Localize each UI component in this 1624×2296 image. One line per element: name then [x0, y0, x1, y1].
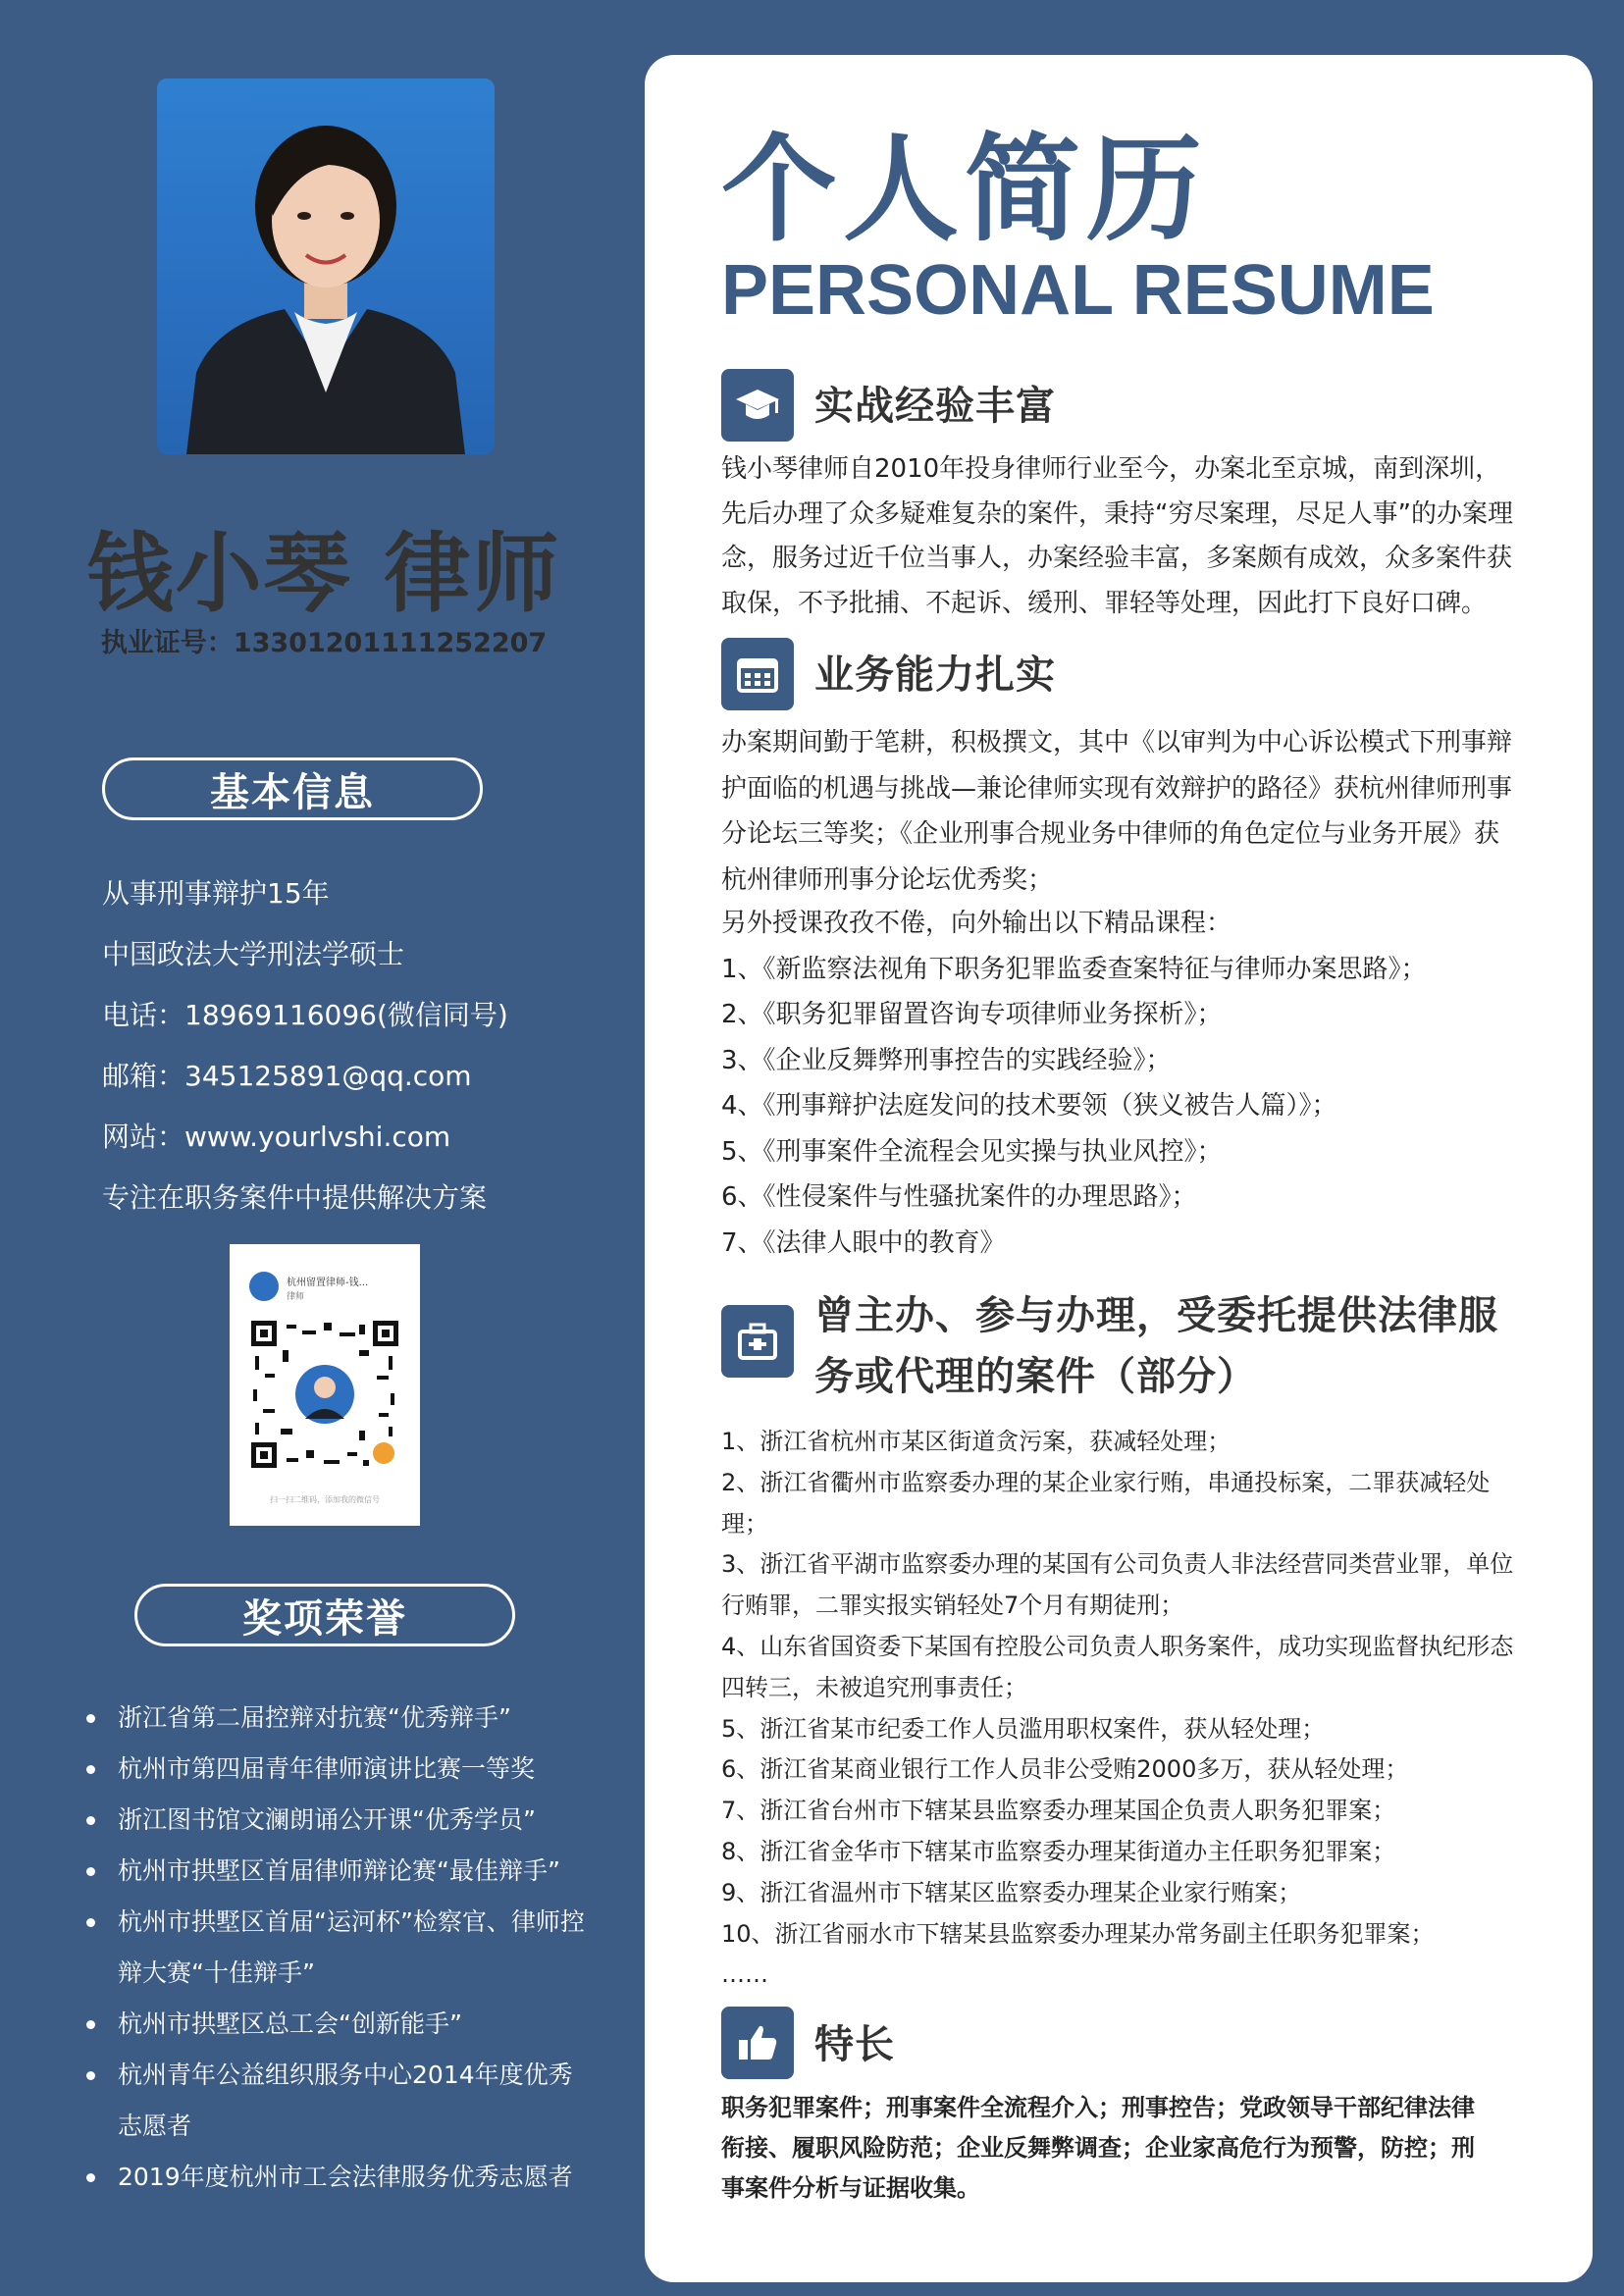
award-item: 杭州青年公益组织服务中心2014年度优秀志愿者: [86, 2050, 597, 2152]
ability-text: 办案期间勤于笔耕，积极撰文，其中《以审判为中心诉讼模式下刑事辩护面临的机遇与挑战—兼论律师实现有效辩护的路径》获杭州律师刑事分论坛三等奖；《企业刑事合规业务中律师的角色定位与业务开展》获杭州律师刑事分论坛优秀奖；: [721, 728, 1513, 895]
case-item: 7、浙江省台州市下辖某县监察委办理某国企负责人职务犯罪案；: [721, 1797, 1396, 1825]
case-item: 4、山东省国资委下某国有控股公司负责人职务案件，成功实现监督执纪形态四转三，未被追究刑事责任；: [721, 1632, 1514, 1701]
award-item: 杭州市拱墅区首届律师辩论赛“最佳辩手”: [86, 1846, 597, 1897]
basic-info-heading: 基本信息: [102, 757, 483, 820]
course-item: 1、《新监察法视角下职务犯罪监委查案特征与律师办案思路》；: [721, 954, 1427, 984]
award-item: 杭州市第四届青年律师演讲比赛一等奖: [86, 1744, 597, 1795]
briefcase-icon: [721, 1305, 794, 1378]
info-focus: 专注在职务案件中提供解决方案: [102, 1181, 488, 1214]
award-item: 浙江图书馆文澜朗诵公开课“优秀学员”: [86, 1795, 597, 1846]
awards-list: [86, 1693, 597, 2203]
case-item: 1、浙江省杭州市某区街道贪污案，获减轻处理；: [721, 1428, 1231, 1455]
info-education: 中国政法大学刑法学硕士: [102, 938, 405, 970]
award-item: 浙江省第二届控辩对抗赛“优秀辩手”: [86, 1693, 597, 1744]
resume-title-en: PERSONAL RESUME: [721, 251, 1435, 330]
calendar-icon: [721, 638, 794, 710]
qr-contact-role: 律师: [287, 1292, 305, 1302]
cases-heading-line2: 务或代理的案件（部分）: [814, 1354, 1257, 1399]
portrait-illustration: [157, 78, 495, 454]
thumbs-up-icon: [721, 2007, 794, 2079]
graduation-cap-icon: [721, 369, 794, 442]
award-item: 杭州市拱墅区总工会“创新能手”: [86, 1999, 597, 2050]
info-phone[interactable]: 电话：18969116096(微信同号): [102, 999, 508, 1031]
course-item: 5、《刑事案件全流程会见实操与执业风控》；: [721, 1136, 1223, 1167]
course-item: 4、《刑事辩护法庭发问的技术要领（狭义被告人篇）》；: [721, 1091, 1337, 1121]
course-item: 6、《性侵案件与性骚扰案件的办理思路》；: [721, 1182, 1197, 1212]
course-item: 7、《法律人眼中的教育》: [721, 1227, 1006, 1258]
case-item: 3、浙江省平湖市监察委办理的某国有公司负责人非法经营同类营业罪，单位行贿罪，二罪实报实销轻处7个月有期徒刑；: [721, 1550, 1514, 1620]
specialty-text: 职务犯罪案件；刑事案件全流程介入；刑事控告；党政领导干部纪律法律衔接、履职风险防范；企业反舞弊调查；企业家高危行为预警，防控；刑事案件分析与证据收集。: [721, 2094, 1475, 2202]
course-item: 3、《企业反舞弊刑事控告的实践经验》；: [721, 1045, 1172, 1075]
case-item: 5、浙江省某市纪委工作人员滥用职权案件，获从轻处理；: [721, 1714, 1326, 1743]
award-item: 杭州市拱墅区首届“运河杯”检察官、律师控辩大赛“十佳辩手”: [86, 1897, 597, 1999]
case-item: ……: [721, 1960, 768, 1989]
award-item: 2019年度杭州市工会法律服务优秀志愿者: [86, 2152, 597, 2203]
specialty-heading: 特长: [814, 2022, 895, 2067]
cases-list: [721, 1422, 1526, 1996]
case-item: 9、浙江省温州市下辖某区监察委办理某企业家行贿案；: [721, 1878, 1302, 1906]
license-number: 执业证号：13301201111252207: [100, 628, 548, 658]
wechat-icon: [373, 1442, 394, 1464]
info-experience: 从事刑事辩护15年: [102, 877, 330, 910]
case-item: 8、浙江省金华市下辖某市监察委办理某街道办主任职务犯罪案；: [721, 1837, 1396, 1865]
cases-heading-line1: 曾主办、参与办理，受委托提供法律服: [814, 1293, 1498, 1338]
case-item: 2、浙江省衢州市监察委办理的某企业家行贿，串通投标案，二罪获减轻处理；: [721, 1468, 1491, 1538]
resume-title-cn: 个人简历: [721, 122, 1209, 257]
experience-heading: 实战经验丰富: [814, 384, 1056, 429]
courses-intro: 另外授课孜孜不倦，向外输出以下精品课程：: [721, 909, 1232, 938]
experience-text: 钱小琴律师自2010年投身律师行业至今，办案北至京城，南到深圳，先后办理了众多疑难复杂的案件，秉持“穷尽案理，尽足人事”的办案理念，服务过近千位当事人，办案经验丰富，多案颇有成效，众多案件获取保，不予批捕、不起诉、缓刑、罪轻等处理，因此打下良好口碑。: [721, 454, 1513, 618]
courses-list: [721, 901, 1427, 1266]
awards-heading: 奖项荣誉: [134, 1584, 515, 1646]
info-website[interactable]: 网站：www.yourlvshi.com: [102, 1121, 451, 1153]
qr-caption: 扫一扫二维码，添加我的微信号: [270, 1495, 380, 1504]
qr-avatar: [249, 1272, 279, 1301]
course-item: 2、《职务犯罪留置咨询专项律师业务探析》；: [721, 1000, 1223, 1029]
lawyer-name: 钱小琴 律师: [86, 523, 561, 624]
ability-heading: 业务能力扎实: [814, 652, 1056, 698]
profile-photo: [157, 78, 495, 454]
qr-contact-name: 杭州留置律师-钱...: [287, 1278, 369, 1288]
wechat-qr-card[interactable]: [230, 1244, 420, 1526]
basic-info-list: [102, 863, 508, 1228]
info-email[interactable]: 邮箱：345125891@qq.com: [102, 1060, 472, 1092]
case-item: 6、浙江省某商业银行工作人员非公受贿2000多万，获从轻处理；: [721, 1755, 1409, 1784]
cases-heading: [814, 1285, 1498, 1407]
case-item: 10、浙江省丽水市下辖某县监察委办理某办常务副主任职务犯罪案；: [721, 1919, 1435, 1948]
